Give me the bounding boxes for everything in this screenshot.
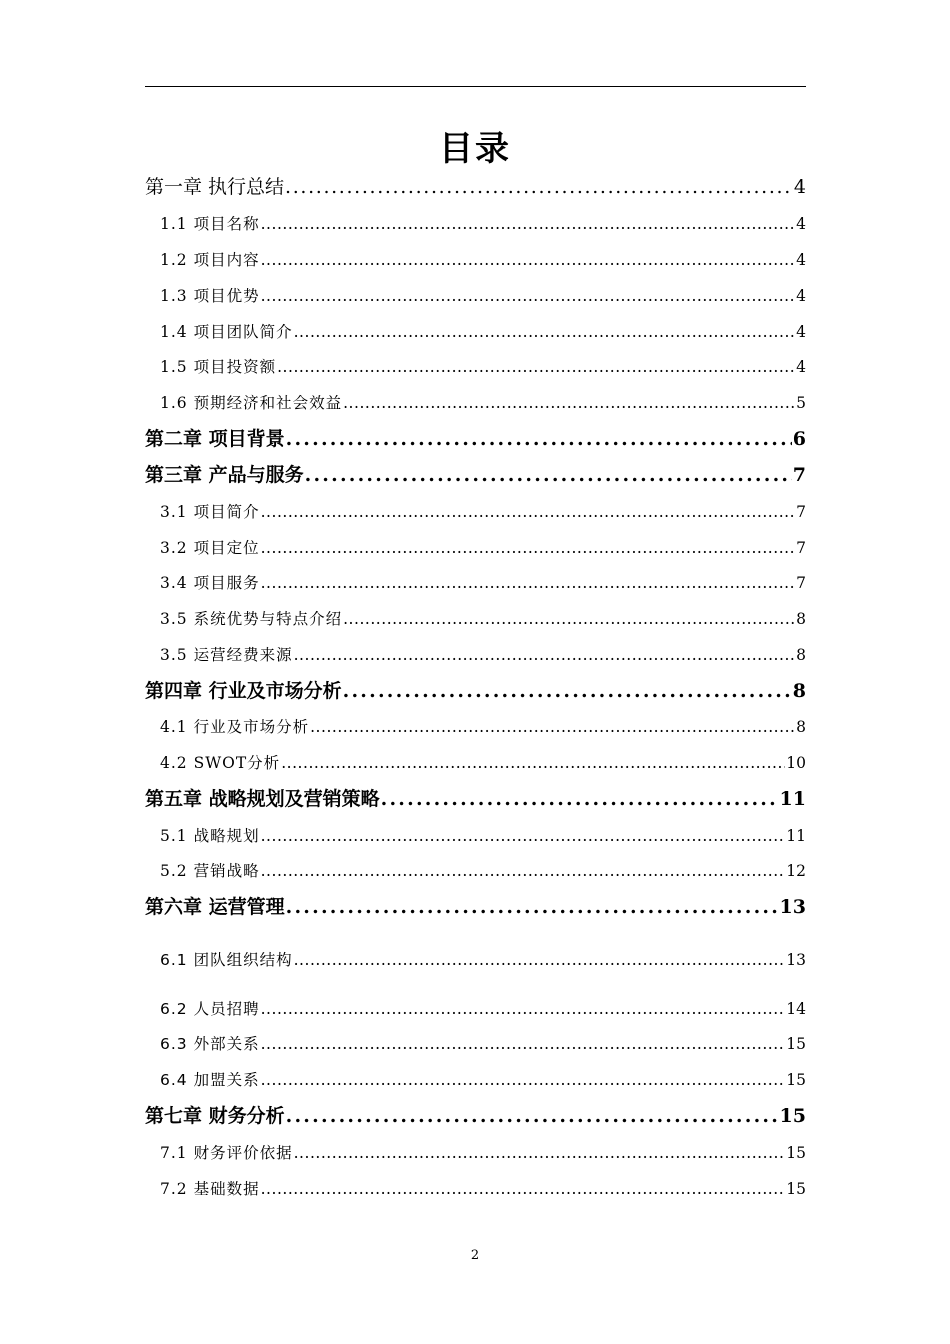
dot-leader	[305, 464, 792, 486]
toc-entry-page: 4	[796, 287, 806, 305]
toc-entry-label: 4.2 SWOT分析	[160, 754, 281, 772]
toc-entry-3-4[interactable]	[145, 571, 806, 595]
toc-entry-label: 6.4 加盟关系	[160, 1071, 260, 1089]
toc-entry-1-5[interactable]	[145, 355, 806, 379]
toc-entry-page: 15	[786, 1071, 806, 1089]
toc-entry-chapter-2[interactable]	[145, 424, 806, 452]
toc-entry-page: 4	[796, 323, 806, 341]
toc-entry-chapter-4[interactable]	[145, 676, 806, 704]
dot-leader	[261, 1035, 786, 1053]
toc-entry-page: 7	[796, 574, 806, 592]
page-number: 2	[470, 1248, 480, 1263]
header-rule	[145, 86, 806, 87]
toc-entry-3-5b[interactable]	[145, 643, 806, 667]
toc-entry-label: 1.4 项目团队简介	[160, 323, 293, 341]
toc-entry-1-6[interactable]	[145, 391, 806, 415]
toc-entry-6-4[interactable]	[145, 1068, 806, 1092]
dot-leader	[294, 323, 796, 341]
dot-leader	[294, 951, 786, 969]
dot-leader	[310, 718, 795, 736]
dot-leader	[343, 394, 795, 412]
toc-entry-label: 1.6 预期经济和社会效益	[160, 394, 343, 412]
toc-entry-label: 第四章 行业及市场分析	[145, 680, 342, 702]
dot-leader	[261, 1180, 786, 1198]
toc-entry-page: 15	[786, 1035, 806, 1053]
toc-entry-label: 3.5 系统优势与特点介绍	[160, 610, 343, 628]
toc-entry-page: 8	[796, 646, 806, 664]
toc-entry-7-1[interactable]	[145, 1141, 806, 1165]
toc-entry-page: 10	[786, 754, 806, 772]
toc-entry-page: 15	[786, 1144, 806, 1162]
toc-entry-label: 第七章 财务分析	[145, 1105, 285, 1127]
toc-entry-label: 第二章 项目背景	[145, 428, 285, 450]
toc-entry-chapter-6[interactable]	[145, 892, 806, 920]
toc-entry-label: 1.2 项目内容	[160, 251, 260, 269]
toc-entry-chapter-5[interactable]	[145, 784, 806, 812]
toc-entry-page: 13	[779, 896, 806, 918]
dot-leader	[343, 680, 792, 702]
toc-entry-6-3[interactable]	[145, 1032, 806, 1056]
toc-entry-3-2[interactable]	[145, 536, 806, 560]
toc-entry-5-2[interactable]	[145, 859, 806, 883]
toc-entry-page: 15	[786, 1180, 806, 1198]
toc-entry-7-2[interactable]	[145, 1177, 806, 1201]
toc-entry-6-2[interactable]	[145, 997, 806, 1021]
toc-entry-5-1[interactable]	[145, 824, 806, 848]
dot-leader	[261, 287, 796, 305]
dot-leader	[261, 827, 786, 845]
toc-entry-page: 12	[786, 862, 806, 880]
dot-leader	[294, 646, 796, 664]
toc-entry-label: 6.3 外部关系	[160, 1035, 260, 1053]
toc-entry-page: 11	[779, 788, 806, 810]
toc-entry-label: 3.2 项目定位	[160, 539, 260, 557]
toc-entry-label: 7.1 财务评价依据	[160, 1144, 293, 1162]
toc-entry-label: 7.2 基础数据	[160, 1180, 260, 1198]
toc-entry-label: 5.2 营销战略	[160, 862, 260, 880]
toc-entry-page: 7	[792, 464, 806, 486]
toc-entry-label: 第六章 运营管理	[145, 896, 285, 918]
dot-leader	[261, 1000, 786, 1018]
toc-entry-page: 14	[786, 1000, 806, 1018]
toc-entry-label: 6.2 人员招聘	[160, 1000, 260, 1018]
toc-entry-label: 第三章 产品与服务	[145, 464, 304, 486]
dot-leader	[261, 539, 796, 557]
toc-entry-page: 13	[786, 951, 806, 969]
toc-entry-page: 15	[779, 1105, 806, 1127]
toc-entry-chapter-3[interactable]	[145, 460, 806, 488]
toc-entry-page: 5	[796, 394, 806, 412]
dot-leader	[277, 358, 795, 376]
toc-entry-1-4[interactable]	[145, 320, 806, 344]
toc-entry-page: 7	[796, 503, 806, 521]
toc-entry-label: 3.5 运营经费来源	[160, 646, 293, 664]
toc-entry-label: 1.5 项目投资额	[160, 358, 277, 376]
toc-entry-1-1[interactable]	[145, 212, 806, 236]
toc-entry-1-3[interactable]	[145, 284, 806, 308]
toc-entry-page: 11	[786, 827, 806, 845]
dot-leader	[261, 251, 796, 269]
toc-entry-4-2[interactable]	[145, 751, 806, 775]
toc-entry-chapter-1[interactable]	[145, 172, 806, 200]
toc-entry-page: 4	[796, 215, 806, 233]
toc-entry-label: 1.1 项目名称	[160, 215, 260, 233]
dot-leader	[381, 788, 779, 810]
toc-entry-label: 第一章 执行总结	[145, 176, 285, 198]
toc-entry-label: 5.1 战略规划	[160, 827, 260, 845]
dot-leader	[286, 428, 792, 450]
toc-entry-page: 8	[796, 610, 806, 628]
toc-entry-6-1[interactable]	[145, 948, 806, 972]
dot-leader	[286, 1105, 779, 1127]
toc-entry-chapter-7[interactable]	[145, 1101, 806, 1129]
dot-leader	[286, 896, 779, 918]
dot-leader	[343, 610, 795, 628]
dot-leader	[294, 1144, 786, 1162]
toc-entry-page: 8	[792, 680, 806, 702]
toc-entry-label: 第五章 战略规划及营销策略	[145, 788, 380, 810]
toc-entry-label: 3.4 项目服务	[160, 574, 260, 592]
dot-leader	[281, 754, 785, 772]
toc-entry-page: 4	[796, 358, 806, 376]
toc-title: 目录	[439, 129, 511, 169]
dot-leader	[261, 862, 786, 880]
toc-entry-page: 7	[796, 539, 806, 557]
toc-entry-4-1[interactable]	[145, 715, 806, 739]
toc-entry-3-5a[interactable]	[145, 607, 806, 631]
dot-leader	[261, 503, 796, 521]
toc-entry-label: 6.1 团队组织结构	[160, 951, 293, 969]
toc-entry-label: 3.1 项目简介	[160, 503, 260, 521]
toc-entry-1-2[interactable]	[145, 248, 806, 272]
toc-entry-label: 4.1 行业及市场分析	[160, 718, 310, 736]
dot-leader	[285, 176, 793, 198]
toc-entry-page: 4	[796, 251, 806, 269]
toc-entry-page: 8	[796, 718, 806, 736]
dot-leader	[261, 574, 796, 592]
toc-entry-page: 6	[792, 428, 806, 450]
toc-entry-label: 1.3 项目优势	[160, 287, 260, 305]
dot-leader	[261, 1071, 786, 1089]
toc-entry-3-1[interactable]	[145, 500, 806, 524]
dot-leader	[261, 215, 796, 233]
toc-entry-page: 4	[793, 176, 806, 198]
